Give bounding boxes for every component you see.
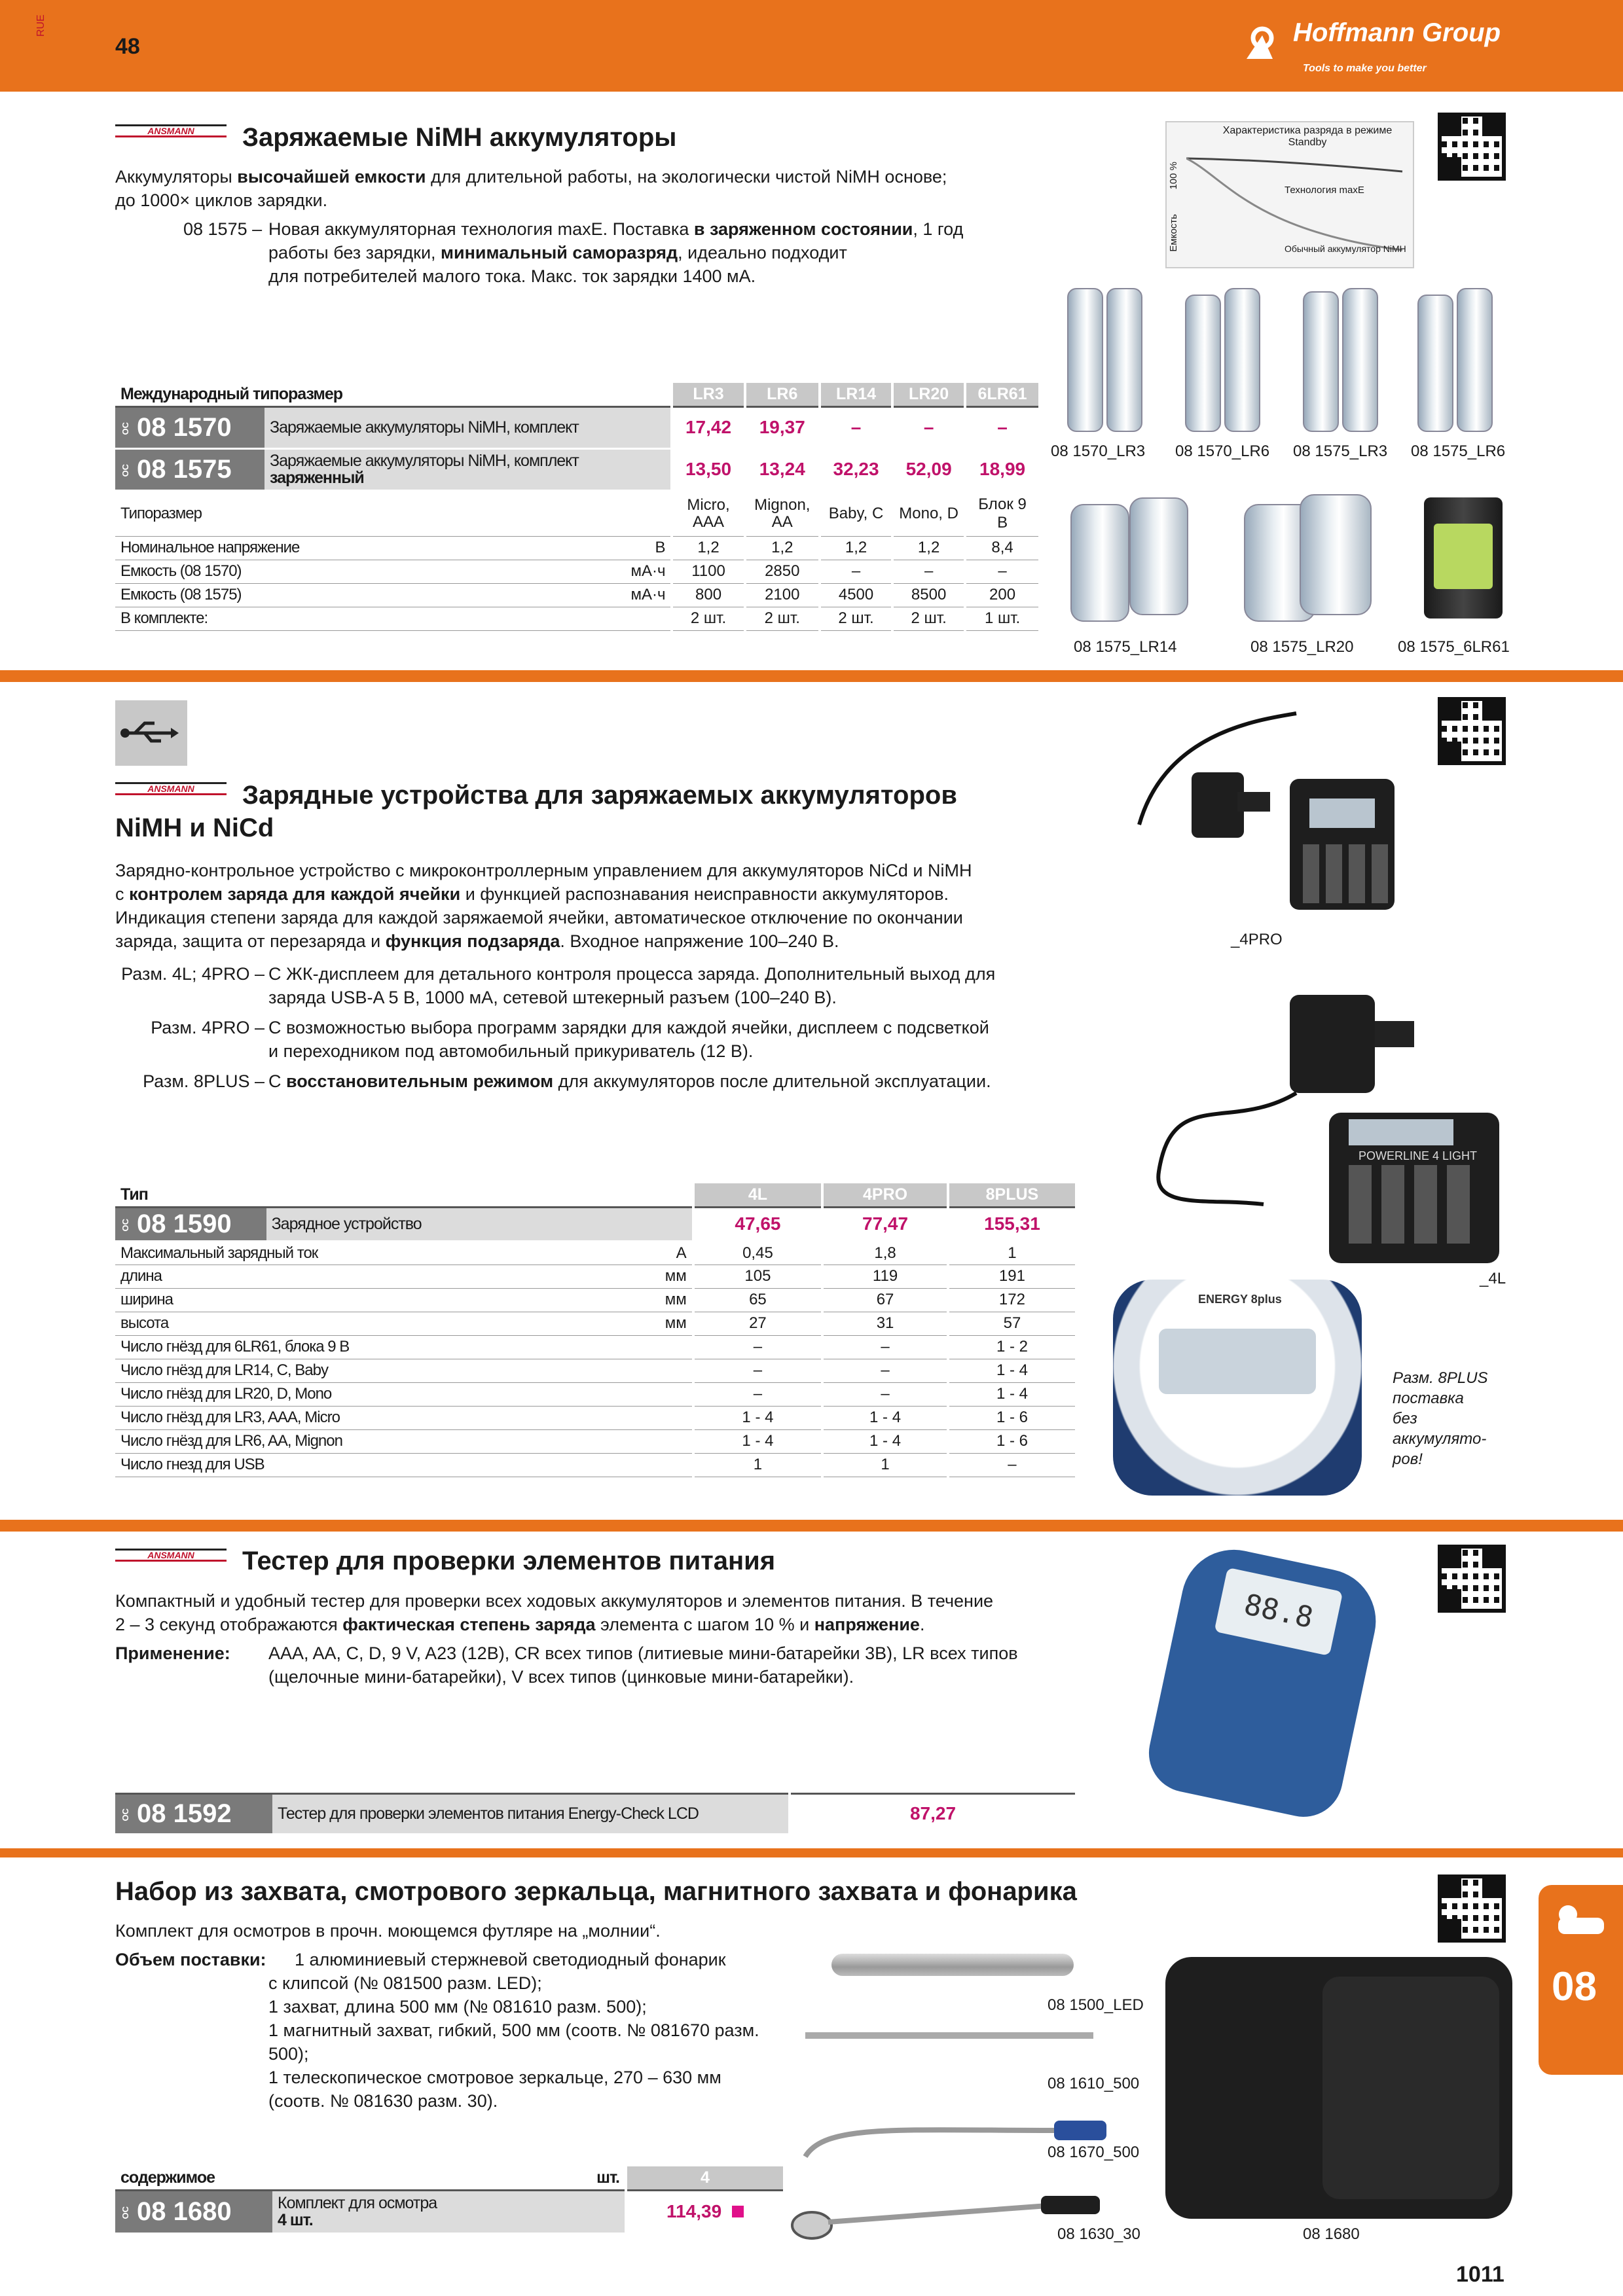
- variant-label: Разм. 4L; 4PRO –: [121, 964, 264, 984]
- article-number[interactable]: OC 08 1592: [115, 1793, 272, 1834]
- table-header: [115, 1183, 1075, 1207]
- price: 18,99: [965, 448, 1038, 490]
- graph-y-top: 100 %: [1168, 162, 1179, 190]
- cell: Блок 9 В: [965, 490, 1038, 536]
- cell: 1,2: [820, 536, 892, 560]
- tester-table: [115, 1787, 1075, 1835]
- section2-title-2: NiMH и NiCd: [115, 814, 274, 842]
- cell: 1 шт.: [965, 607, 1038, 630]
- col-header: LR3: [672, 383, 744, 406]
- price: 13,24: [745, 448, 820, 490]
- cell: 1 - 4: [948, 1382, 1075, 1406]
- row-label: Емкость (08 1570): [115, 560, 488, 583]
- row-unit: В: [488, 536, 672, 560]
- cell: 2 шт.: [672, 607, 744, 630]
- row-label: Емкость (08 1575): [115, 583, 488, 607]
- cell: 8,4: [965, 536, 1038, 560]
- price: 52,09: [892, 448, 965, 490]
- cell: Mignon, AA: [745, 490, 820, 536]
- price: –: [820, 406, 892, 448]
- usb-icon: [115, 700, 187, 766]
- col-header: LR14: [820, 383, 892, 406]
- header-label: Тип: [115, 1183, 693, 1207]
- zipper-case-photo: [1165, 1957, 1512, 2219]
- battery-photo: [1457, 288, 1493, 432]
- battery-tester-photo: [1142, 1540, 1385, 1824]
- article-number[interactable]: OC 08 1570: [115, 406, 264, 448]
- table-row: [115, 490, 1038, 536]
- table-header: [115, 383, 1038, 406]
- table-row[interactable]: [115, 1793, 1075, 1834]
- energy-label: ENERGY 8plus: [1198, 1293, 1282, 1306]
- cell: –: [948, 1453, 1075, 1477]
- section1-note-code: 08 1575 –: [183, 219, 263, 239]
- caption-081680: 08 1680: [1303, 2225, 1360, 2243]
- brand-logo: ANSMANN: [115, 782, 227, 795]
- cell: 1 - 4: [822, 1406, 948, 1429]
- row-unit: мм: [577, 1265, 693, 1288]
- row-label: Число гнёзд для LR20, D, Mono: [115, 1382, 577, 1406]
- price: 13,50: [672, 448, 744, 490]
- cell: 1,2: [745, 536, 820, 560]
- battery-photo: [1342, 288, 1378, 432]
- header-unit: шт.: [272, 2166, 626, 2190]
- table-row: [115, 1312, 1075, 1335]
- article-number[interactable]: OC 08 1680: [115, 2190, 272, 2233]
- powerline-label: POWERLINE 4 LIGHT: [1359, 1149, 1478, 1162]
- charger-8plus-photo: [1113, 1280, 1362, 1496]
- brand-logo: ANSMANN: [115, 124, 227, 137]
- variant-desc: С ЖК-дисплеем для детального контроля процесса заряда. Дополнительный выход для заряда USB-A 5 В, 1000 мА, сетевой штекерный разъем (100–240 В).: [268, 964, 996, 1007]
- caption-081575-lr6: 08 1575_LR6: [1411, 442, 1506, 460]
- price: 19,37: [745, 406, 820, 448]
- caption-081610: 08 1610_500: [1048, 2075, 1140, 2092]
- cell: 31: [822, 1312, 948, 1335]
- cell: 1: [822, 1453, 948, 1477]
- price: 47,65: [693, 1207, 823, 1241]
- cell: 2100: [745, 583, 820, 607]
- col-header: 4L: [693, 1183, 823, 1207]
- cell: 1 - 4: [693, 1429, 823, 1453]
- caption-081575-6lr61: 08 1575_6LR61: [1398, 638, 1510, 656]
- section4-title: Набор из захвата, смотрового зеркальца, магнитного захвата и фонарика: [115, 1877, 1077, 1906]
- cell: 1 - 4: [822, 1429, 948, 1453]
- section2-desc: Зарядно-контрольное устройство с микроконтроллерным управлением для аккумуляторов NiCd и NiMH с контролем заряда для каждой ячейки и функцией распознавания неисправности аккумуляторов. Индикация степени заряда для каждой заряжаемой ячейки, автоматическое отключение по окончании заряда, защита от перезаряда и функция подзаряда. Входное напряжение 100–240 В.: [115, 861, 972, 951]
- table-row: [115, 1265, 1075, 1288]
- row-label: Число гнёзд для LR14, C, Baby: [115, 1359, 577, 1382]
- row-label: Типоразмер: [115, 490, 672, 536]
- availability-square-icon: [732, 2206, 744, 2217]
- table-row: [115, 607, 1038, 630]
- cell: –: [892, 560, 965, 583]
- graph-line-maxe: Технология maxE: [1285, 185, 1364, 196]
- caption-081500: 08 1500_LED: [1048, 1996, 1144, 2014]
- row-unit: мм: [577, 1288, 693, 1312]
- cell: –: [693, 1382, 823, 1406]
- cell: 67: [822, 1288, 948, 1312]
- table-row: [115, 583, 1038, 607]
- charger-table: [115, 1183, 1075, 1477]
- caption-081570-lr6: 08 1570_LR6: [1175, 442, 1270, 460]
- cell: 2 шт.: [820, 607, 892, 630]
- logo-title: Hoffmann Group: [1293, 18, 1501, 47]
- cell: 200: [965, 583, 1038, 607]
- battery-table: [115, 383, 1038, 631]
- section-divider: [0, 1520, 1623, 1532]
- tester-lcd: 88.8: [1214, 1568, 1343, 1656]
- row-unit: [577, 1382, 693, 1406]
- table-row: [115, 1382, 1075, 1406]
- row-unit: [488, 607, 672, 630]
- cell: 105: [693, 1265, 823, 1288]
- qr-code-icon[interactable]: [1438, 1874, 1506, 1943]
- qr-code-icon[interactable]: [1438, 697, 1506, 765]
- row-label: Число гнёзд для LR6, AA, Mignon: [115, 1429, 577, 1453]
- cell: 119: [822, 1265, 948, 1288]
- col-header: 8PLUS: [948, 1183, 1075, 1207]
- cell: 1100: [672, 560, 744, 583]
- cell: 1 - 6: [948, 1406, 1075, 1429]
- cell: 8500: [892, 583, 965, 607]
- header-label: содержимое: [115, 2166, 272, 2190]
- article-name: Тестер для проверки элементов питания Energy-Check LCD: [272, 1793, 790, 1834]
- battery-photo: [1129, 497, 1188, 615]
- tools-chapter-icon: [1552, 1898, 1611, 1944]
- battery-photo: [1417, 295, 1453, 432]
- language-code: RUE: [35, 14, 46, 37]
- table-row: [115, 1241, 1075, 1265]
- graph-line-normal: Обычный аккумулятор NiMH: [1285, 243, 1406, 254]
- table-header: [115, 2166, 783, 2190]
- table-row: [115, 1453, 1075, 1477]
- section1-intro: Аккумуляторы высочайшей емкости для длительной работы, на экологически чистой NiMH основе; до 1000× циклов зарядки.: [115, 167, 947, 210]
- table-row[interactable]: [115, 2190, 783, 2233]
- discharge-graph: [1165, 121, 1414, 268]
- graph-title: Характеристика разряда в режиме Standby: [1222, 125, 1393, 148]
- battery-9v-photo: [1424, 497, 1503, 619]
- cell: 1,2: [672, 536, 744, 560]
- caption-081630: 08 1630_30: [1057, 2225, 1140, 2243]
- hoffmann-logo-icon: [1244, 22, 1290, 62]
- qr-code-icon[interactable]: [1438, 113, 1506, 181]
- battery-photo: [1303, 291, 1339, 432]
- row-label: ширина: [115, 1288, 577, 1312]
- row-label: Число гнезд для USB: [115, 1453, 577, 1477]
- cell: 1 - 6: [948, 1429, 1075, 1453]
- price: 155,31: [948, 1207, 1075, 1241]
- price: 77,47: [822, 1207, 948, 1241]
- price: –: [965, 406, 1038, 448]
- graph-y-label: Емкость: [1168, 214, 1179, 252]
- battery-photo: [1106, 288, 1142, 432]
- col-header: 4: [626, 2166, 783, 2190]
- application-text: AAA, AA, C, D, 9 V, A23 (12В), CR всех типов (литиевые мини-батарейки 3В), LR всех типов (щелочные мини-батарейки), V всех типов (цинковые мини-батарейки).: [268, 1643, 1018, 1687]
- col-header: 6LR61: [965, 383, 1038, 406]
- table-row: [115, 1406, 1075, 1429]
- cell: 1,8: [822, 1241, 948, 1265]
- scope-label: Объем поставки:: [115, 1950, 266, 1969]
- col-header: 4PRO: [822, 1183, 948, 1207]
- article-number[interactable]: OC 08 1575: [115, 448, 264, 490]
- cell: 1,2: [892, 536, 965, 560]
- battery-photo: [1070, 504, 1129, 622]
- application-label: Применение:: [115, 1643, 230, 1663]
- table-row: [115, 1429, 1075, 1453]
- section4-desc: Комплект для осмотров в прочн. моющемся футляре на „молнии“.: [115, 1921, 661, 1941]
- cell: 65: [693, 1288, 823, 1312]
- table-header: [115, 1787, 1075, 1793]
- row-unit: мм: [577, 1312, 693, 1335]
- row-label: Число гнёзд для LR3, AAA, Micro: [115, 1406, 577, 1429]
- charger-4l-photo: [1133, 988, 1499, 1276]
- row-unit: [577, 1453, 693, 1477]
- row-unit: А: [577, 1241, 693, 1265]
- variant-desc: С возможностью выбора программ зарядки для каждой ячейки, дисплеем с подсветкой и переходником под автомобильный прикуриватель (12 В).: [268, 1018, 989, 1061]
- article-name: Заряжаемые аккумуляторы NiMH, комплект заряженный: [264, 448, 672, 490]
- cell: –: [822, 1359, 948, 1382]
- caption-081575-lr3: 08 1575_LR3: [1293, 442, 1388, 460]
- caption-4pro: _4PRO: [1231, 931, 1283, 948]
- cell: –: [693, 1359, 823, 1382]
- price: –: [892, 406, 965, 448]
- col-header: LR6: [745, 383, 820, 406]
- variant-desc: С восстановительным режимом для аккумуляторов после длительной эксплуатации.: [268, 1071, 991, 1091]
- cell: 800: [672, 583, 744, 607]
- article-name: Зарядное устройство: [266, 1207, 693, 1241]
- cell: Baby, C: [820, 490, 892, 536]
- section2-title-1: Зарядные устройства для заряжаемых аккумуляторов: [242, 781, 957, 810]
- table-row: [115, 560, 1038, 583]
- inspection-table: [115, 2166, 783, 2234]
- variant-label: Разм. 8PLUS –: [143, 1071, 264, 1091]
- grabber-photo: [805, 2032, 1093, 2039]
- battery-photo: [1185, 295, 1221, 432]
- row-label: длина: [115, 1265, 577, 1288]
- table-row: [115, 1359, 1075, 1382]
- caption-081575-lr14: 08 1575_LR14: [1074, 638, 1177, 656]
- cell: 4500: [820, 583, 892, 607]
- cell: 2850: [745, 560, 820, 583]
- logo-tagline: Tools to make you better: [1303, 63, 1427, 74]
- row-unit: [577, 1406, 693, 1429]
- table-row: [115, 536, 1038, 560]
- section1-note: Новая аккумуляторная технология maxE. Поставка в заряженном состоянии, 1 год работы без зарядки, минимальный саморазряд, идеально подходит для потребителей малого тока. Макс. ток зарядки 1400 мА.: [268, 219, 964, 286]
- row-unit: [577, 1335, 693, 1359]
- charger-4pro-photo: [1126, 694, 1408, 916]
- price: 32,23: [820, 448, 892, 490]
- cell: –: [965, 560, 1038, 583]
- section3-desc: Компактный и удобный тестер для проверки всех ходовых аккумуляторов и элементов питания. В течение 2 – 3 секунд отображаются фактическая степень заряда элемента с шагом 10 % и напряжение.: [115, 1591, 994, 1634]
- row-label: Номинальное напряжение: [115, 536, 488, 560]
- cell: 1 - 4: [948, 1359, 1075, 1382]
- cell: –: [822, 1382, 948, 1406]
- header-label: Международный типоразмер: [115, 383, 672, 406]
- cell: 2 шт.: [745, 607, 820, 630]
- row-unit: мА·ч: [488, 583, 672, 607]
- cell: –: [822, 1335, 948, 1359]
- cell: 2 шт.: [892, 607, 965, 630]
- footer-page-number: 1011: [1456, 2262, 1504, 2287]
- price: 17,42: [672, 406, 744, 448]
- case-inner: [1322, 1977, 1499, 2199]
- cell: 1 - 4: [693, 1406, 823, 1429]
- caption-081575-lr20: 08 1575_LR20: [1250, 638, 1354, 656]
- section-divider: [0, 670, 1623, 682]
- table-row[interactable]: [115, 1207, 1075, 1241]
- battery-photo: [1224, 288, 1260, 432]
- cell: 191: [948, 1265, 1075, 1288]
- note-8plus: Разм. 8PLUS поставка без аккумулято- ров!: [1393, 1369, 1488, 1468]
- caption-081670: 08 1670_500: [1048, 2144, 1140, 2161]
- cell: Mono, D: [892, 490, 965, 536]
- row-unit: [577, 1359, 693, 1382]
- row-label: Число гнёзд для 6LR61, блока 9 В: [115, 1335, 577, 1359]
- row-unit: мА·ч: [488, 560, 672, 583]
- chapter-number: 08: [1552, 1964, 1597, 2009]
- cell: –: [693, 1335, 823, 1359]
- article-number[interactable]: OC 08 1590: [115, 1207, 266, 1241]
- cell: 1: [693, 1453, 823, 1477]
- table-row: [115, 1335, 1075, 1359]
- cell: Micro, AAA: [672, 490, 744, 536]
- cell: 1: [948, 1241, 1075, 1265]
- row-label: Максимальный зарядный ток: [115, 1241, 577, 1265]
- section-divider: [0, 1848, 1623, 1857]
- article-name: Заряжаемые аккумуляторы NiMH, комплект: [264, 406, 672, 448]
- cell: 27: [693, 1312, 823, 1335]
- caption-0815 70-lr3: 08 1570_LR3: [1051, 442, 1146, 460]
- section1-title: Заряжаемые NiMH аккумуляторы: [242, 123, 677, 152]
- cell: 1 - 2: [948, 1335, 1075, 1359]
- qr-code-icon[interactable]: [1438, 1545, 1506, 1613]
- price: 114,39: [626, 2190, 783, 2233]
- row-unit: [577, 1429, 693, 1453]
- article-name: Комплект для осмотра 4 шт.: [272, 2190, 626, 2233]
- cell: 0,45: [693, 1241, 823, 1265]
- charger-bay: [1159, 1329, 1316, 1394]
- col-header: LR20: [892, 383, 965, 406]
- scope-list: 1 алюминиевый стержневой светодиодный фонарик с клипсой (№ 081500 разм. LED); 1 захват, длина 500 мм (№ 081610 разм. 500); 1 магнитный захват, гибкий, 500 мм (соотв. № 081670 разм. 500); 1 телескопическое смотровое зеркальце, 270 – 630 мм (соотв. № 081630 разм. 30).: [268, 1950, 759, 2111]
- variant-label: Разм. 4PRO –: [151, 1018, 264, 1037]
- brand-logo: ANSMANN: [115, 1549, 227, 1562]
- section3-title: Тестер для проверки элементов питания: [242, 1547, 776, 1575]
- table-row[interactable]: [115, 406, 1038, 448]
- table-row[interactable]: [115, 448, 1038, 490]
- row-label: В комплекте:: [115, 607, 488, 630]
- cell: 57: [948, 1312, 1075, 1335]
- cell: 172: [948, 1288, 1075, 1312]
- flashlight-photo: [831, 1954, 1074, 1976]
- battery-photo: [1300, 494, 1372, 615]
- battery-photo: [1067, 288, 1103, 432]
- cell: –: [820, 560, 892, 583]
- table-row: [115, 1288, 1075, 1312]
- price: 87,27: [790, 1793, 1075, 1834]
- page-number: 48: [115, 34, 140, 59]
- row-label: высота: [115, 1312, 577, 1335]
- caption-4l: _4L: [1480, 1270, 1506, 1287]
